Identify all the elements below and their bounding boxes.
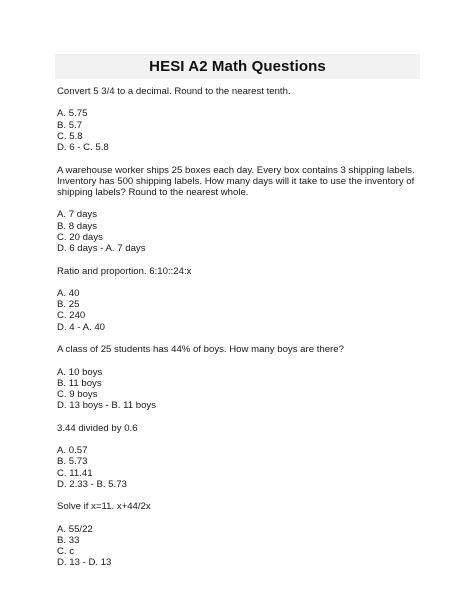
answer-option: D. 6 days - A. 7 days xyxy=(57,243,146,254)
questions-list xyxy=(57,86,427,580)
question-block-4 xyxy=(57,344,427,411)
answer-option: A. 55/22 xyxy=(57,523,93,535)
answer-options xyxy=(57,288,427,333)
question-block-1 xyxy=(57,86,427,153)
question-block-2 xyxy=(57,165,427,255)
question-block-3 xyxy=(57,266,427,333)
answer-options xyxy=(57,209,427,254)
answer-option: B. 8 days xyxy=(57,220,97,232)
answer-option: B. 5.7 xyxy=(57,119,83,131)
question-text: Convert 5 3/4 to a decimal. Round to the nearest tenth. xyxy=(57,86,291,97)
question-text: A class of 25 students has 44% of boys. How many boys are there? xyxy=(57,344,344,356)
answer-option: B. 25 xyxy=(57,299,80,311)
question-text: Solve if x=11. x+44/2x xyxy=(57,501,151,513)
title-bar xyxy=(55,54,420,79)
answer-option: C. c xyxy=(57,546,75,558)
answer-option: D. 13 boys - B. 11 boys xyxy=(57,400,157,412)
question-text: 3.44 divided by 0.6 xyxy=(57,422,138,434)
document-title: HESI A2 Math Questions xyxy=(149,58,326,75)
answer-options xyxy=(57,108,427,153)
question-text: A warehouse worker ships 25 boxes each day. Every box contains 3 shipping labels. Inventory has 500 shipping labels. How many days will it take to use the inventory of shipping labels? Round to the nearest whole. xyxy=(57,164,418,198)
answer-option: C. 9 boys xyxy=(57,388,98,400)
question-block-6 xyxy=(57,501,427,568)
answer-option: C. 20 days xyxy=(57,231,103,243)
answer-options xyxy=(57,367,427,412)
answer-option: C. 11.41 xyxy=(57,467,93,479)
answer-option: A. 7 days xyxy=(57,209,97,221)
answer-option: A. 40 xyxy=(57,287,80,299)
answer-option: C. 240 xyxy=(57,310,86,322)
answer-options xyxy=(57,445,427,490)
answer-option: D. 4 - A. 40 xyxy=(57,321,105,333)
answer-option: D. 6 - C. 5.8 xyxy=(57,142,109,153)
answer-option: C. 5.8 xyxy=(57,130,83,142)
answer-option: A. 0.57 xyxy=(57,445,88,457)
answer-option: D. 2.33 - B. 5.73 xyxy=(57,478,127,490)
answer-option: B. 33 xyxy=(57,534,80,546)
answer-options xyxy=(57,524,427,569)
answer-option: A. 10 boys xyxy=(57,366,103,378)
answer-option: A. 5.75 xyxy=(57,108,88,120)
question-block-5 xyxy=(57,423,427,490)
answer-option: D. 13 - D. 13 xyxy=(57,557,112,569)
answer-option: B. 5.73 xyxy=(57,456,88,468)
question-text: Ratio and proportion. 6:10::24:x xyxy=(57,265,192,277)
answer-option: B. 11 boys xyxy=(57,377,102,389)
